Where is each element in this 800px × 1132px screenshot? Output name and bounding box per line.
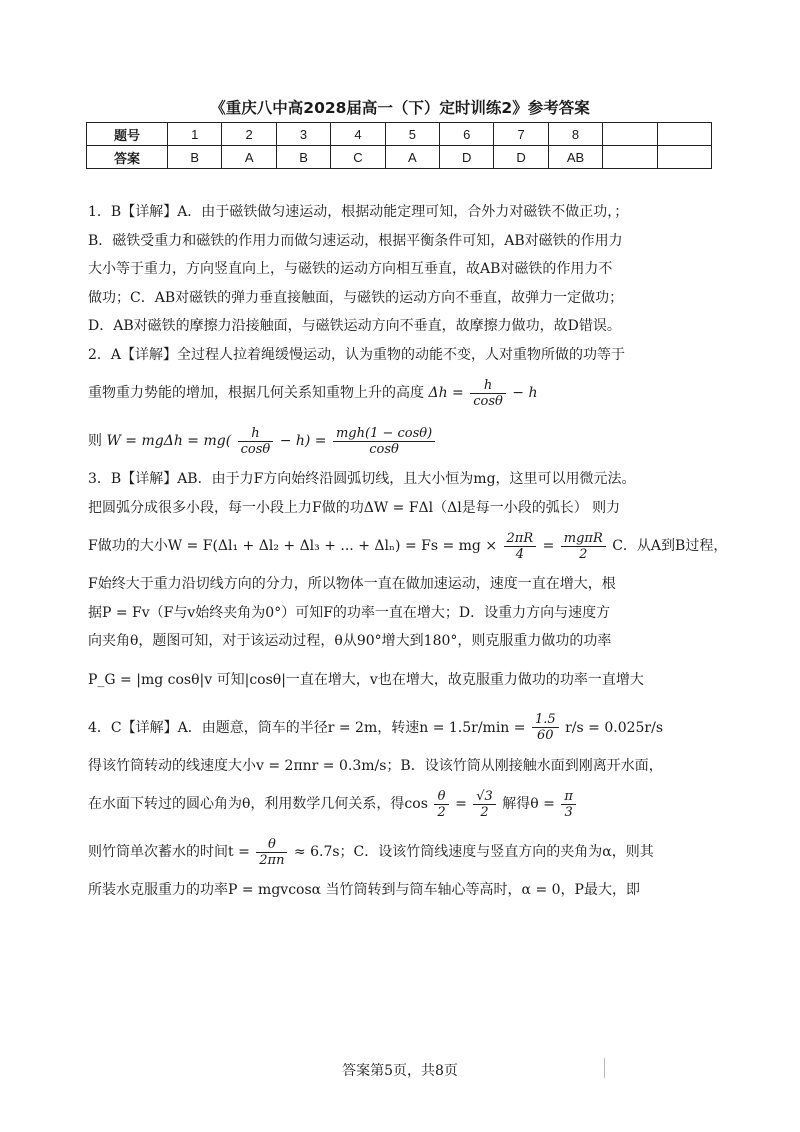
q4-line: 得该竹筒转动的线速度大小v = 2πnr = 0.3m/s；B．设该竹筒从刚接触水面到刚离开水面， [88, 757, 663, 774]
row-header-number: 题号 [87, 123, 168, 146]
answer-table [86, 122, 712, 169]
table-row [87, 146, 712, 169]
q2-line [88, 369, 708, 417]
q4-text: ≈ 6.7s；C．设该竹筒线速度与竖直方向的夹角为α，则其 [293, 844, 654, 860]
fraction-denominator: 3 [564, 804, 573, 820]
table-cell: 1 [168, 123, 222, 146]
fraction-numerator: h [470, 378, 506, 394]
q4-text: = [455, 796, 467, 812]
row-header-answer: 答案 [87, 146, 168, 169]
table-cell: C [331, 146, 385, 169]
fraction-denominator: cosθ [473, 393, 503, 409]
table-cell: 4 [331, 123, 385, 146]
q1-line: D．AB对磁铁的摩擦力沿接触面，与磁铁运动方向不垂直，故摩擦力做功，故D错误。 [88, 318, 621, 334]
fraction-numerator: √3 [473, 789, 496, 805]
fraction-numerator: π [561, 789, 576, 805]
table-cell [657, 123, 711, 146]
page-title: 《重庆八中高2028届高一（下）定时训练2》参考答案 [210, 99, 590, 117]
table-cell: D [494, 146, 548, 169]
fraction [561, 789, 576, 820]
q2-math: W = mgΔh = mg( [106, 433, 232, 449]
fraction-denominator: cosθ [240, 441, 271, 457]
q4-line [88, 780, 708, 828]
q4-line [88, 704, 708, 752]
q2-text: 重物重力势能的增加，根据几何关系知重物上升的高度 [88, 385, 424, 401]
q4-text: 4．C【详解】A．由题意，筒车的半径r = 2m，转速n = 1.5r/min = [88, 719, 526, 736]
table-cell [603, 146, 657, 169]
fraction-denominator: 60 [537, 728, 554, 743]
fraction [473, 789, 496, 820]
solution-body [88, 198, 728, 905]
fraction-numerator: mgπR [561, 531, 606, 547]
table-row [87, 123, 712, 146]
q4-text: 在水面下转过的圆心角为θ，利用数学几何关系，得cos [88, 796, 428, 812]
q2-math: Δh = [428, 385, 464, 401]
q3-line: 3．B【详解】AB．由于力F方向始终沿圆弧切线，且大小恒为mg，这里可以用微元法。 [88, 471, 636, 487]
fraction-denominator: 4 [515, 546, 524, 562]
q3-line: 把圆弧分成很多小段，每一小段上力F做的功ΔW = FΔl（Δl是每一小段的弧长） 则力 [88, 499, 621, 516]
table-cell: AB [548, 146, 602, 169]
table-cell [657, 146, 711, 169]
q4-text: 解得θ = [502, 796, 555, 812]
fraction-numerator: 1.5 [532, 712, 559, 728]
fraction [238, 426, 274, 457]
table-cell: D [440, 146, 494, 169]
q2-line [88, 417, 708, 465]
page-footer: 答案第5页，共8页 [342, 1063, 458, 1079]
fraction-denominator: 2 [579, 546, 588, 562]
fraction-numerator: h [238, 426, 274, 442]
q3-line [88, 522, 728, 570]
q4-line: 所装水克服重力的功率P = mgvcosα 当竹筒转到与筒车轴心等高时，α = 0，P最大，即 [88, 882, 640, 898]
q2-math: − h [512, 385, 538, 401]
q2-math: − h) = [279, 433, 327, 449]
q3-line: F始终大于重力沿切线方向的分力，所以物体一直在做加速运动，速度一直在增大，根 [88, 576, 616, 592]
table-cell: 6 [440, 123, 494, 146]
q3-text: = [542, 538, 555, 554]
table-cell: A [222, 146, 276, 169]
q4-text: r/s = 0.025r/s [565, 719, 664, 736]
fraction [532, 712, 559, 743]
q4-line [88, 828, 708, 876]
fraction-numerator: θ [256, 837, 287, 853]
q1-line: 做功；C．AB对磁铁的弹力垂直接触面，与磁铁的运动方向不垂直，故弹力一定做功； [88, 289, 624, 306]
table-cell: 3 [276, 123, 330, 146]
table-cell: 8 [548, 123, 602, 146]
table-cell: 5 [385, 123, 439, 146]
q3-text: C．从A到B过程， [612, 538, 728, 554]
fraction [470, 378, 506, 409]
table-cell: B [168, 146, 222, 169]
fraction-denominator: cosθ [369, 441, 399, 457]
fraction-numerator: θ [434, 789, 448, 805]
table-cell: B [276, 146, 330, 169]
q3-line: P_G = |mg cosθ|v 可知|cosθ|一直在增大，v也在增大，故克服重力做功的功率一直增大 [88, 671, 644, 688]
q3-line: 向夹角θ，题图可知，对于该运动过程，θ从90°增大到180°，则克服重力做功的功率 [88, 633, 612, 649]
table-cell: A [385, 146, 439, 169]
fraction-numerator: 2πR [504, 531, 537, 547]
q3-text: F做功的大小W = F(Δl₁ + Δl₂ + Δl₃ + ... + Δlₙ) = Fs = mg × [88, 538, 498, 554]
q3-line: 据P = Fv（F与v始终夹角为0°）可知F的功率一直在增大；D．设重力方向与速度方 [88, 604, 611, 621]
fraction [333, 426, 435, 457]
q2-text: 则 [88, 433, 102, 449]
q1-line: 大小等于重力，方向竖直向上，与磁铁的运动方向相互垂直，故AB对磁铁的作用力不 [88, 261, 613, 277]
fraction-denominator: 2 [437, 804, 446, 820]
fraction [434, 789, 448, 820]
q2-line: 2．A【详解】全过程人拉着绳缓慢运动，认为重物的动能不变，人对重物所做的功等于 [88, 346, 626, 363]
fraction [256, 837, 287, 868]
fraction [561, 531, 606, 562]
fraction-denominator: 2πn [259, 852, 285, 868]
table-cell [603, 123, 657, 146]
q4-text: 则竹筒单次蓄水的时间t = [88, 844, 250, 860]
fraction-denominator: 2 [480, 804, 489, 820]
fraction-numerator: mgh(1 − cosθ) [333, 426, 435, 442]
divider [604, 1058, 605, 1078]
table-cell: 7 [494, 123, 548, 146]
table-cell: 2 [222, 123, 276, 146]
fraction [504, 531, 537, 562]
q1-line: B．磁铁受重力和磁铁的作用力而做匀速运动，根据平衡条件可知，AB对磁铁的作用力 [88, 232, 623, 249]
q1-line: 1．B【详解】A．由于磁铁做匀速运动，根据动能定理可知，合外力对磁铁不做正功，； [88, 204, 629, 220]
